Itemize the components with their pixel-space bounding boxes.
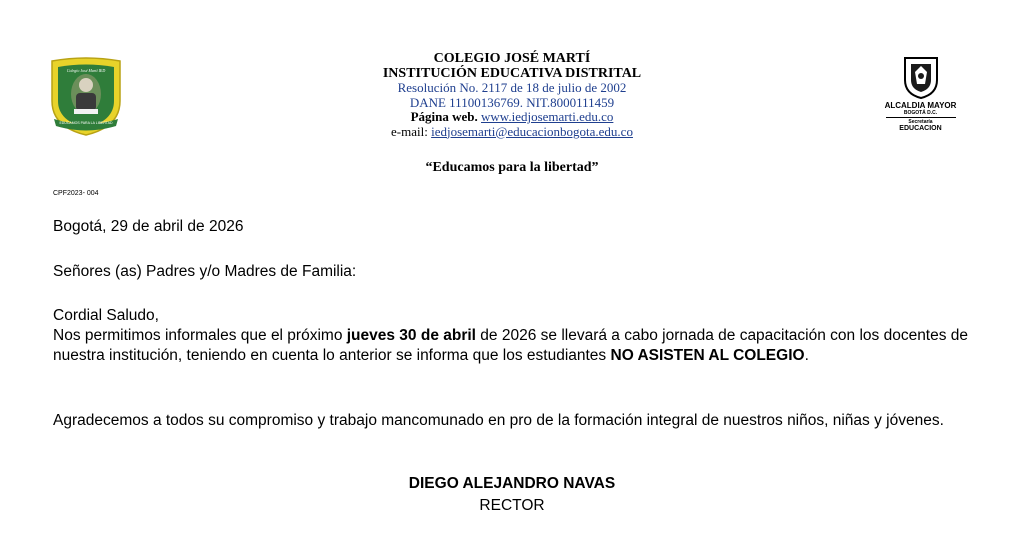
signer-title: RECTOR <box>479 497 545 514</box>
web-link[interactable]: www.iedjosemarti.edu.co <box>481 109 614 124</box>
email-label: e-mail: <box>391 123 428 139</box>
notice-text-a: Nos permitimos informales que el próximo <box>53 327 347 344</box>
web-line <box>330 110 694 125</box>
institution-type: INSTITUCIÓN EDUCATIVA DISTRITAL <box>382 65 642 81</box>
signer-name: DIEGO ALEJANDRO NAVAS <box>408 475 616 492</box>
dane-nit: DANE 11100136769. NIT.8000111459 <box>409 94 615 110</box>
resolution: Resolución No. 2117 de 18 de julio de 2002 <box>397 80 627 95</box>
alcaldia-dept-small: Secretaría <box>908 119 933 125</box>
shield-bottom-text: EDUCAMOS PARA LA LIBERTAD <box>59 121 113 125</box>
email-link[interactable]: iedjosemarti@educacionbogota.edu.co <box>431 123 633 139</box>
divider <box>886 117 956 118</box>
thanks-paragraph: Agradecemos a todos su compromiso y trabajo mancomunado en pro de la formación integral de nuestros niños, niñas y jóvenes. <box>53 412 944 429</box>
salutation: Señores (as) Padres y/o Madres de Familia: <box>53 263 357 280</box>
email-line <box>330 125 694 140</box>
alcaldia-city: BOGOTÁ D.C. <box>903 110 938 116</box>
coat-of-arms-icon <box>901 56 941 100</box>
notice-text-e: . <box>804 347 809 364</box>
notice-date-bold: jueves 30 de abril <box>346 327 476 344</box>
school-name: COLEGIO JOSÉ MARTÍ <box>433 51 591 66</box>
document-code: CPF2023- 004 <box>53 190 99 197</box>
school-shield-logo <box>48 57 124 137</box>
web-label: Página web. <box>410 109 478 124</box>
notice-no-attend-bold: NO ASISTEN AL COLEGIO <box>610 347 805 364</box>
alcaldia-name: ALCALDIA MAYOR <box>884 101 957 110</box>
shield-top-text: Colegio José Martí IED <box>66 68 106 73</box>
letterhead <box>330 52 694 139</box>
date-line: Bogotá, 29 de abril de 2026 <box>53 218 244 235</box>
notice-text-c: de 2026 se llevará a cabo jornada de capacitación con los docentes de nuestra institución, teniendo en cuenta lo anterior se informa que los estudiantes <box>53 327 969 364</box>
notice-paragraph <box>53 326 973 366</box>
alcaldia-dept: EDUCACION <box>899 125 942 132</box>
greeting: Cordial Saludo, <box>53 307 159 324</box>
alcaldia-logo <box>873 56 968 133</box>
motto: “Educamos para la libertad” <box>425 160 599 175</box>
